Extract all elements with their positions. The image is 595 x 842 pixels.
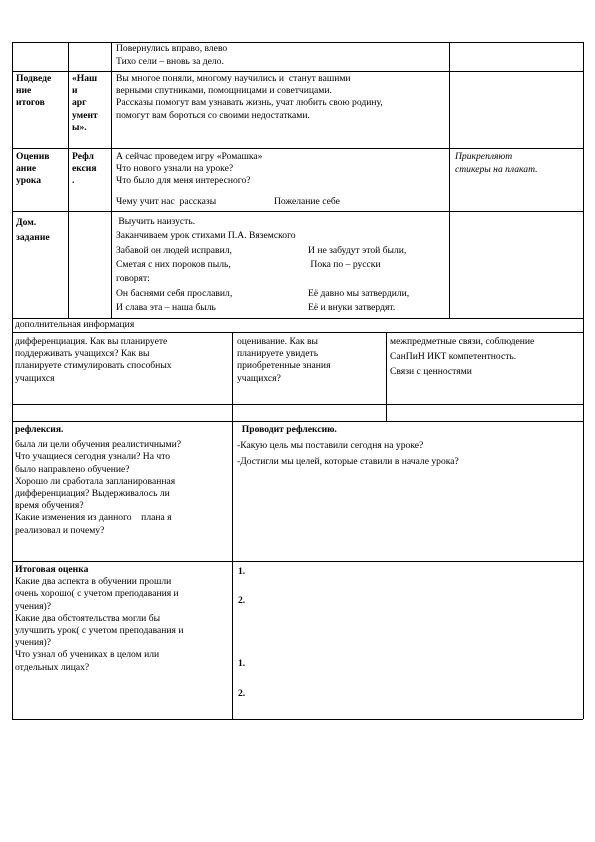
evaluation-stage-cell: Оценив ание урока — [16, 151, 50, 187]
homework-poem-left: Забавой он людей исправил, Сметая с них пороков пыль, говорят: Он баснями себя прославил, И слава эта – наша быль — [116, 245, 233, 313]
homework-stage-cell: Дом. задание — [16, 217, 50, 244]
homework-poem-right: И не забудут этой были, Пока по – русски Её давно мы затвердили, Её и внуки затвердят. — [308, 245, 410, 313]
reflection-teacher-title: Проводит рефлексию. — [237, 424, 337, 435]
assessment-cell: оценивание. Как вы планируете увидеть приобретенные знания учащихся? — [237, 336, 331, 384]
evaluation-content-cell: А сейчас проведем игру «Ромашка» Что нового узнали на уроке? Что было для меня интересного? — [116, 151, 263, 187]
evaluation-method-cell: Рефл ексия . — [72, 151, 97, 187]
closing-poem-lines — [116, 43, 227, 68]
reflection-teacher: Проводит рефлексию. -Какую цель мы поставили сегодня на уроке? -Достигли мы целей, которые ставили в начале урока? — [237, 424, 459, 468]
reflection-title: рефлексия. — [15, 424, 64, 435]
closing-line: Повернулись вправо, влево — [116, 43, 228, 54]
summary-method-cell: «Наш и арг умент ы». — [72, 73, 98, 133]
closing-line: Тихо сели – вновь за дело. — [116, 56, 224, 68]
cross-curricular-cell: межпредметные связи, соблюдение СанПиН ИКТ компетентность. Связи с ценностями — [390, 336, 535, 378]
evaluation-students-cell: Прикрепляют стикеры на плакат. — [455, 151, 538, 176]
evaluation-last-left: Чему учит нас рассказы — [116, 196, 217, 207]
evaluation-last-right: Пожелание себе — [274, 196, 340, 207]
summary-content-cell: Вы многое поняли, многому научились и станут вашими верными спутниками, помощницами и советчицами. Рассказы помогут вам узнавать жизнь, учат любить свою родину, помогут вам бороться со своими недостатками. — [116, 73, 383, 121]
assessment-number: 2. — [238, 595, 246, 606]
assessment-number: 1. — [238, 658, 246, 669]
final-assessment-title: Итоговая оценка — [15, 564, 89, 575]
summary-stage-cell: Подведе ние итогов — [16, 73, 52, 109]
final-assessment-questions: Итоговая оценка Какие два аспекта в обучении прошли очень хорошо( с учетом преподавания и учения)? Какие два обстоятельства могли бы улучшить урок( с учетом преподавания и учения)? Что узнал об учениках в целом или отдельных лицах? — [15, 564, 184, 673]
homework-intro: Выучить наизусть. Заканчиваем урок стихами П.А. Вяземского — [116, 216, 296, 242]
differentiation-cell: дифференциация. Как вы планируете поддерживать учащихся? Как вы планируете стимулировать способных учащихся — [15, 336, 172, 384]
assessment-number: 2. — [238, 688, 246, 699]
reflection-questions: рефлексия. была ли цели обучения реалистичными? Что учащиеся сегодня узнали? На что было направлено обучение? Хорошо ли сработала запланированная дифференциация? Выдерживалось ли время обучения? Какие изменения из данного плана я реализовал и почему? — [15, 424, 181, 536]
additional-info-header: дополнительная информация — [15, 319, 135, 330]
assessment-number: 1. — [238, 566, 246, 577]
